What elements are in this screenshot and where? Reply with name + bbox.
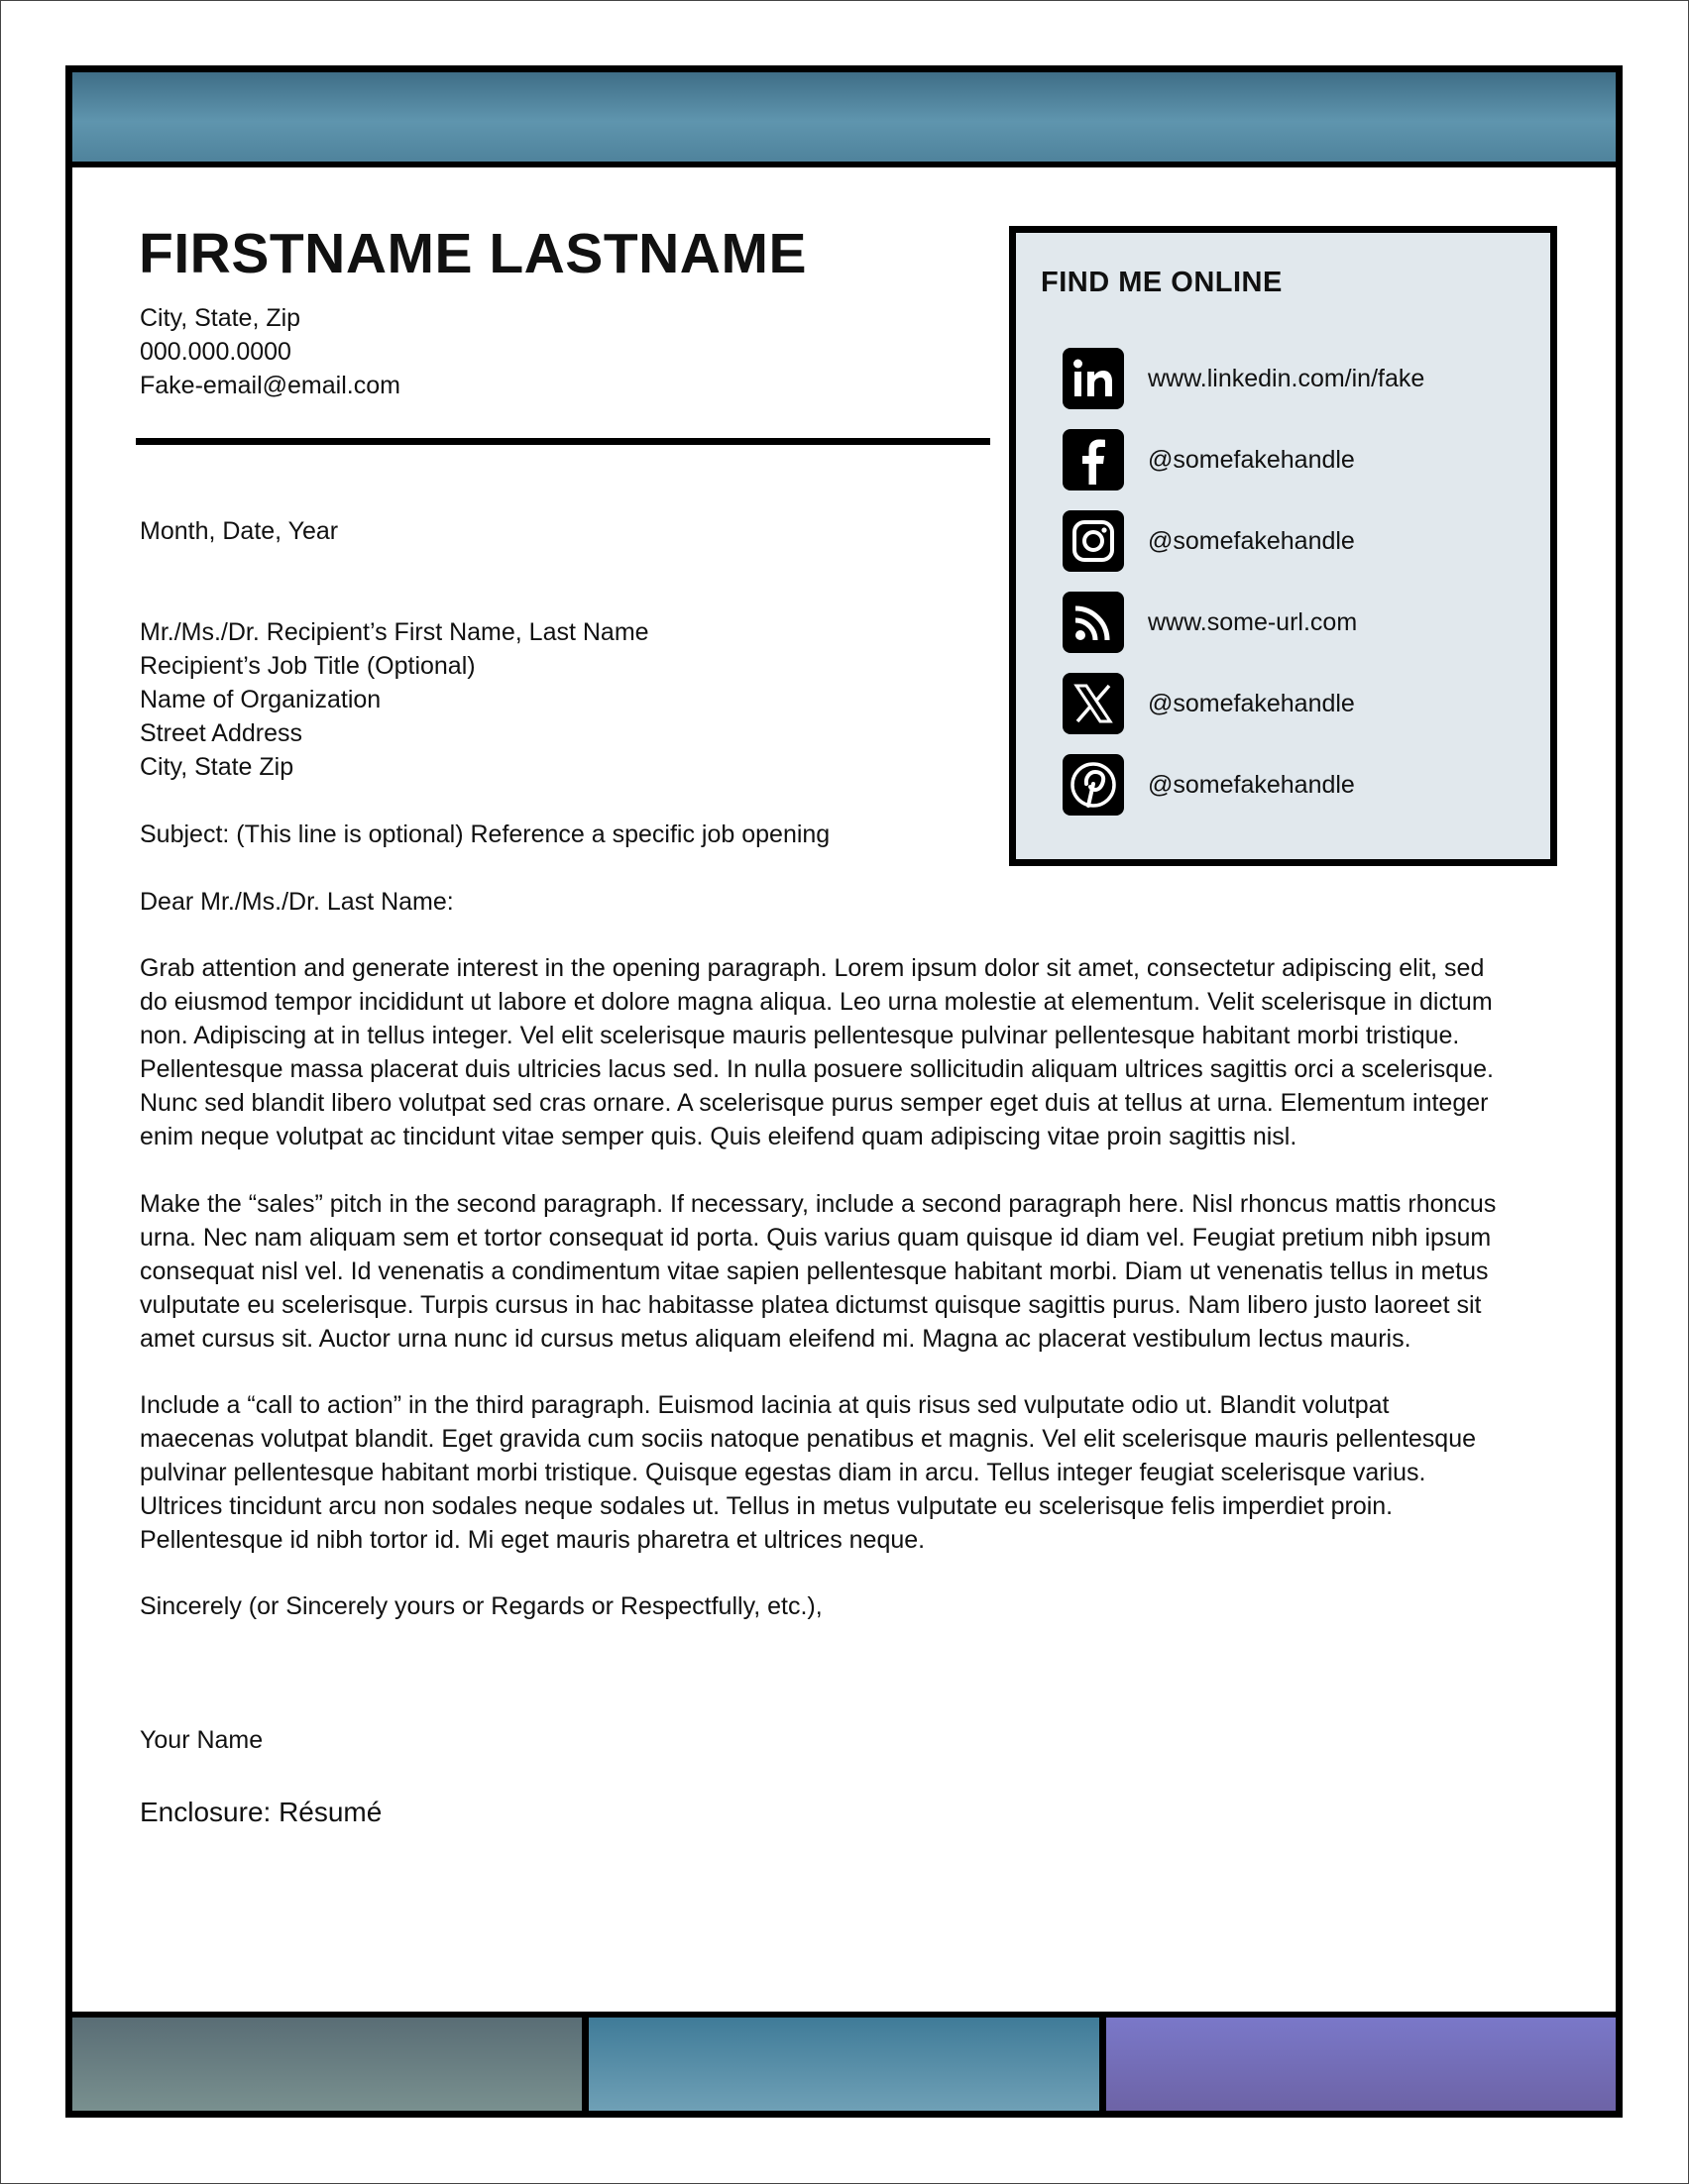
recipient-street: Street Address [140, 719, 302, 747]
social-row-instagram[interactable] [1063, 510, 1538, 572]
footer-band-gray [72, 2018, 589, 2111]
social-row-x[interactable] [1063, 673, 1538, 734]
paragraph-line: maecenas volutpat blandit. Eget gravida cum sociis natoque penatibus et magnis. Vel elit scelerisque mauris pellentesque [140, 1425, 1477, 1453]
header-color-band [72, 72, 1616, 167]
social-text-website: www.some-url.com [1148, 607, 1358, 636]
letter-date [140, 514, 338, 548]
social-text-pinterest: @somefakehandle [1148, 770, 1355, 799]
paragraph-line: Pellentesque massa placerat duis ultricies lacus sed. In nulla posuere sollicitudin aliquam ultrices sagittis orci a scelerisque. [140, 1055, 1494, 1083]
paragraph-line: consequat nisl vel. Id venenatis a condimentum vitae sapien pellentesque habitant morbi. Diam ut venenatis tellus in metus [140, 1257, 1489, 1285]
recipient-block [140, 615, 649, 784]
social-row-rss[interactable] [1063, 592, 1538, 653]
online-panel-title: FIND ME ONLINE [1041, 267, 1283, 298]
paragraph-1 [140, 951, 1494, 1153]
paragraph-line: vulputate eu scelerisque. Turpis cursus in hac habitasse platea dictumst quisque sagittis purus. Nam libero justo laoreet sit [140, 1291, 1482, 1319]
contact-phone: 000.000.0000 [140, 338, 291, 366]
paragraph-line: Pellentesque id nibh tortor id. Mi eget mauris pharetra et ultrices neque. [140, 1526, 926, 1554]
social-row-linkedin[interactable] [1063, 348, 1538, 409]
find-me-online-panel [1009, 226, 1557, 866]
paragraph-line: enim neque volutpat ac tincidunt vitae semper quis. Quis eleifend quam adipiscing vitae proin sagittis nisl. [140, 1123, 1297, 1150]
recipient-title: Recipient’s Job Title (Optional) [140, 652, 476, 680]
recipient-city: City, State Zip [140, 753, 294, 781]
social-row-pinterest[interactable] [1063, 754, 1538, 816]
paragraph-2 [140, 1187, 1496, 1356]
footer-band-blue [589, 2018, 1105, 2111]
paragraph-line: Make the “sales” pitch in the second paragraph. If necessary, include a second paragraph here. Nisl rhoncus mattis rhoncus [140, 1190, 1497, 1218]
footer-color-bands [72, 2012, 1616, 2111]
footer-band-purple [1106, 2018, 1616, 2111]
paragraph-line: Include a “call to action” in the third paragraph. Euismod lacinia at quis risus sed vulputate odio ut. Blandit volutpat [140, 1391, 1390, 1419]
date-line: Month, Date, Year [140, 517, 339, 545]
paragraph-line: Nunc sed blandit libero volutpat sed cras ornare. A scelerisque purus semper eget duis at tellus at urna. Elementum integer [140, 1089, 1489, 1117]
paragraph-line: urna. Nec nam aliquam sem et tortor consequat id porta. Quis varius quam quisque id diam vel. Feugiat pretium nibh ipsum [140, 1224, 1492, 1252]
facebook-icon [1063, 429, 1124, 491]
subject-line: Subject: (This line is optional) Reference a specific job opening [140, 820, 831, 848]
paragraph-line: pulvinar pellentesque habitant morbi tristique. Quisque egestas diam in arcu. Tellus integer feugiat scelerisque varius. [140, 1459, 1426, 1486]
pinterest-icon [1063, 754, 1124, 816]
x-icon [1063, 673, 1124, 734]
enclosure-line: Enclosure: Résumé [140, 1797, 383, 1827]
social-text-instagram: @somefakehandle [1148, 526, 1355, 555]
closing-line: Sincerely (or Sincerely yours or Regards or Respectfully, etc.), [140, 1592, 823, 1620]
contact-block [140, 301, 400, 402]
recipient-name: Mr./Ms./Dr. Recipient’s First Name, Last Name [140, 618, 649, 646]
contact-address: City, State, Zip [140, 304, 301, 332]
linkedin-icon [1063, 348, 1124, 409]
header-divider [136, 438, 990, 445]
salutation-block [140, 885, 454, 919]
subject-block [140, 818, 830, 851]
salutation: Dear Mr./Ms./Dr. Last Name: [140, 888, 454, 916]
your-name: Your Name [140, 1726, 264, 1754]
social-text-linkedin: www.linkedin.com/in/fake [1148, 364, 1425, 392]
social-text-x: @somefakehandle [1148, 689, 1355, 717]
social-text-facebook: @somefakehandle [1148, 445, 1355, 474]
paragraph-line: Grab attention and generate interest in the opening paragraph. Lorem ipsum dolor sit amet, consectetur adipiscing elit, sed [140, 954, 1485, 982]
contact-email[interactable]: Fake-email@email.com [140, 372, 400, 399]
closing-block [140, 1589, 823, 1623]
recipient-organization: Name of Organization [140, 686, 382, 713]
signature-block [140, 1723, 263, 1757]
paragraph-line: Ultrices tincidunt arcu non sodales neque sodales ut. Tellus in metus vulputate eu scelerisque felis imperdiet proin. [140, 1492, 1394, 1520]
applicant-name: FIRSTNAME LASTNAME [139, 222, 807, 285]
paragraph-line: do eiusmod tempor incididunt ut labore et dolore magna aliqua. Leo urna molestie at elementum. Velit scelerisque in dictum [140, 988, 1493, 1016]
instagram-icon [1063, 510, 1124, 572]
paragraph-line: non. Adipiscing at in tellus integer. Vel elit scelerisque mauris pellentesque pulvinar pellentesque habitant morbi tristique. [140, 1022, 1460, 1049]
rss-icon [1063, 592, 1124, 653]
paragraph-line: amet cursus sit. Auctor urna nunc id cursus metus aliquam eleifend mi. Magna ac placerat vestibulum lectus mauris. [140, 1325, 1411, 1353]
social-row-facebook[interactable] [1063, 429, 1538, 491]
enclosure-block [140, 1796, 382, 1829]
paragraph-3 [140, 1388, 1476, 1557]
